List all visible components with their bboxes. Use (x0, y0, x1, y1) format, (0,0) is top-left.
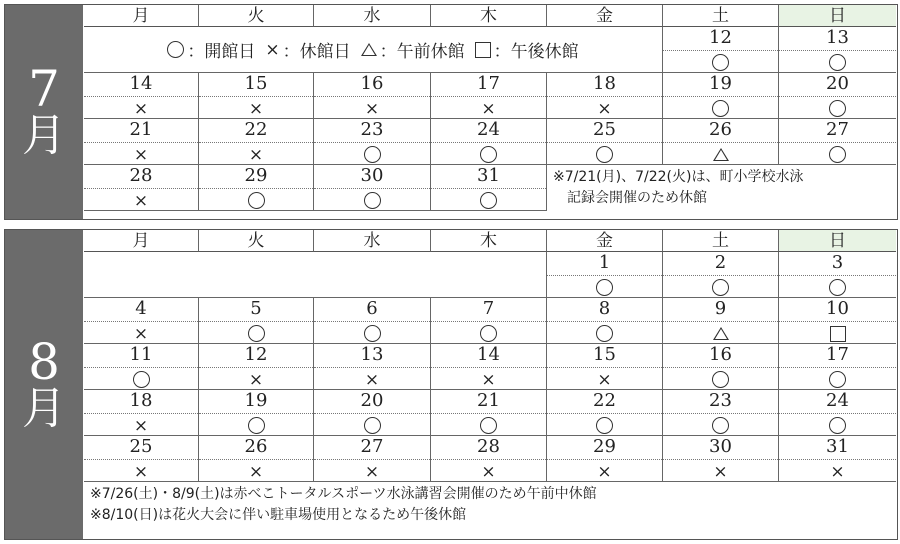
day-cell (199, 390, 314, 436)
cross-icon: × (364, 98, 380, 119)
day-number: 18 (547, 73, 662, 97)
day-status (84, 322, 198, 345)
day-cell (547, 119, 663, 165)
open-circle-icon (480, 192, 497, 209)
day-cell (779, 119, 896, 165)
day-status (779, 322, 896, 345)
cross-icon: × (248, 369, 264, 390)
day-number: 15 (199, 73, 313, 97)
day-cell (314, 436, 431, 482)
day-number: 31 (431, 165, 546, 189)
day-status (431, 368, 546, 391)
day-status (663, 97, 778, 120)
day-number: 11 (84, 344, 198, 368)
day-number: 16 (663, 344, 778, 368)
day-number: 2 (663, 252, 778, 276)
day-status (199, 97, 313, 120)
cross-icon: × (133, 190, 149, 211)
day-cell (314, 73, 431, 119)
day-cell (663, 119, 779, 165)
weekday-header: 日 (779, 5, 896, 27)
day-status (314, 143, 430, 166)
cross-icon: × (248, 98, 264, 119)
weekday-header: 金 (547, 230, 663, 252)
square-icon (830, 326, 846, 342)
day-number: 1 (547, 252, 662, 276)
day-number: 15 (547, 344, 662, 368)
day-status (779, 460, 896, 483)
cross-icon: × (248, 461, 264, 482)
legend-label: ：休館日 (282, 42, 351, 62)
open-circle-icon (829, 100, 846, 117)
cross-icon: × (364, 369, 380, 390)
day-status (84, 97, 198, 120)
day-status (663, 51, 778, 74)
cross-icon: × (133, 323, 149, 344)
day-cell (84, 298, 199, 344)
month-label-august (5, 230, 83, 539)
day-status (199, 322, 313, 345)
day-status (547, 322, 662, 345)
cross-icon: × (597, 461, 612, 482)
day-status (431, 143, 546, 166)
day-number: 12 (199, 344, 313, 368)
day-cell (779, 344, 896, 390)
open-circle-icon (596, 146, 613, 163)
cross-icon: × (133, 461, 149, 482)
open-circle-icon (364, 417, 381, 434)
footnotes (84, 482, 897, 528)
day-cell (663, 390, 779, 436)
open-circle-icon (596, 417, 613, 434)
footnote-line: ※7/26(土)・8/9(土)は赤べこトータルスポーツ水泳講習会開催のため午前中休館 (90, 486, 597, 502)
open-circle-icon (596, 279, 613, 296)
day-number: 19 (199, 390, 313, 414)
day-number: 13 (779, 27, 896, 51)
day-number: 14 (84, 73, 198, 97)
legend-item (475, 37, 579, 62)
day-status (779, 143, 896, 166)
cross-icon: × (133, 415, 149, 436)
day-cell (663, 252, 779, 298)
day-number: 5 (199, 298, 313, 322)
month-number: 7 (28, 60, 60, 118)
day-number: 25 (547, 119, 662, 143)
day-cell (431, 73, 547, 119)
open-circle-icon (248, 417, 265, 434)
day-cell (431, 119, 547, 165)
weekday-header: 火 (199, 5, 314, 27)
legend-label: ：午前休館 (379, 42, 465, 62)
day-cell (547, 298, 663, 344)
day-cell (84, 165, 199, 211)
day-status (314, 97, 430, 120)
day-cell (314, 298, 431, 344)
day-status (431, 97, 546, 120)
day-status (314, 189, 430, 212)
day-number: 8 (547, 298, 662, 322)
day-status (663, 368, 778, 391)
month-kanji: 月 (22, 110, 66, 161)
day-cell (431, 436, 547, 482)
day-number: 23 (314, 119, 430, 143)
triangle-icon (713, 327, 729, 340)
weekday-header: 火 (199, 230, 314, 252)
day-cell (663, 436, 779, 482)
day-cell (547, 436, 663, 482)
day-status (431, 414, 546, 437)
day-cell (431, 165, 547, 211)
day-cell (84, 390, 199, 436)
day-number: 12 (663, 27, 778, 51)
day-status (547, 368, 662, 391)
day-number: 27 (779, 119, 896, 143)
day-number: 17 (431, 73, 546, 97)
day-status (547, 97, 662, 120)
day-status (431, 189, 546, 212)
day-number: 30 (314, 165, 430, 189)
day-cell (431, 298, 547, 344)
day-number: 28 (84, 165, 198, 189)
day-number: 28 (431, 436, 546, 460)
note-line: 記録会開催のため休館 (567, 190, 707, 206)
day-cell (199, 298, 314, 344)
day-cell (84, 73, 199, 119)
day-status (547, 460, 662, 483)
open-circle-icon (712, 54, 729, 71)
open-circle-icon (596, 325, 613, 342)
footnote-line: ※8/10(日)は花火大会に伴い駐車場使用となるため午後休館 (90, 507, 467, 523)
triangle-icon (361, 43, 377, 56)
day-cell (199, 73, 314, 119)
day-cell (199, 344, 314, 390)
day-status (663, 276, 778, 299)
cross-icon: × (364, 461, 380, 482)
cross-icon: × (597, 98, 612, 119)
day-number: 20 (779, 73, 896, 97)
july-calendar (4, 4, 898, 220)
day-status (779, 97, 896, 120)
day-status (314, 322, 430, 345)
weekday-header: 水 (314, 230, 431, 252)
day-status (84, 189, 198, 212)
cross-icon: × (830, 461, 845, 482)
day-status (84, 143, 198, 166)
day-number: 4 (84, 298, 198, 322)
day-cell (84, 119, 199, 165)
legend-label: ：午後休館 (493, 42, 579, 62)
day-number: 7 (431, 298, 546, 322)
day-status (314, 414, 430, 437)
empty-cell (84, 252, 547, 298)
open-circle-icon (248, 325, 265, 342)
legend-item (361, 37, 465, 62)
open-circle-icon (480, 325, 497, 342)
day-status (199, 414, 313, 437)
open-circle-icon (712, 417, 729, 434)
day-number: 21 (431, 390, 546, 414)
open-circle-icon (364, 146, 381, 163)
day-number: 22 (199, 119, 313, 143)
weekday-header: 日 (779, 230, 896, 252)
day-status (431, 322, 546, 345)
day-status (199, 460, 313, 483)
day-cell (314, 165, 431, 211)
day-number: 20 (314, 390, 430, 414)
open-circle-icon (167, 41, 184, 58)
day-status (199, 189, 313, 212)
day-number: 21 (84, 119, 198, 143)
day-number: 17 (779, 344, 896, 368)
day-cell (547, 73, 663, 119)
month-number: 8 (28, 332, 60, 391)
day-number: 18 (84, 390, 198, 414)
cross-icon: × (133, 144, 149, 165)
day-cell (779, 298, 896, 344)
legend-item (167, 37, 255, 62)
day-number: 14 (431, 344, 546, 368)
day-number: 3 (779, 252, 896, 276)
day-number: 25 (84, 436, 198, 460)
day-cell (779, 436, 896, 482)
day-cell (314, 344, 431, 390)
day-status (663, 143, 778, 166)
day-cell (779, 73, 896, 119)
cross-icon: × (133, 98, 149, 119)
open-circle-icon (829, 146, 846, 163)
open-circle-icon (829, 371, 846, 388)
month-label-july (5, 5, 83, 219)
day-number: 22 (547, 390, 662, 414)
day-number: 9 (663, 298, 778, 322)
day-number: 29 (199, 165, 313, 189)
cross-icon: × (481, 369, 496, 390)
day-cell (199, 119, 314, 165)
day-cell (84, 344, 199, 390)
day-number: 13 (314, 344, 430, 368)
weekday-header: 土 (663, 230, 779, 252)
day-number: 6 (314, 298, 430, 322)
open-circle-icon (364, 325, 381, 342)
cross-icon: × (248, 144, 264, 165)
month-kanji: 月 (22, 382, 66, 434)
open-circle-icon (712, 279, 729, 296)
day-number: 31 (779, 436, 896, 460)
weekday-header: 木 (431, 230, 547, 252)
day-number: 30 (663, 436, 778, 460)
day-number: 29 (547, 436, 662, 460)
day-status (199, 368, 313, 391)
day-status (779, 276, 896, 299)
day-number: 23 (663, 390, 778, 414)
open-circle-icon (480, 146, 497, 163)
weekday-header: 月 (84, 5, 199, 27)
day-status (779, 414, 896, 437)
cross-icon: × (597, 369, 612, 390)
day-cell (431, 390, 547, 436)
day-status (547, 143, 662, 166)
day-cell (663, 27, 779, 73)
weekday-header: 金 (547, 5, 663, 27)
day-cell (199, 436, 314, 482)
day-number: 19 (663, 73, 778, 97)
cross-icon: × (481, 461, 496, 482)
day-cell (84, 436, 199, 482)
open-circle-icon (480, 417, 497, 434)
day-status (199, 143, 313, 166)
day-status (84, 368, 198, 391)
day-cell (314, 119, 431, 165)
day-status (663, 414, 778, 437)
day-cell (547, 252, 663, 298)
day-cell (779, 252, 896, 298)
note-line: ※7/21(月)、7/22(火)は、町小学校水泳 (553, 169, 804, 185)
closure-note (547, 165, 896, 211)
day-status (84, 414, 198, 437)
day-status (663, 322, 778, 345)
open-circle-icon (364, 192, 381, 209)
day-cell (779, 390, 896, 436)
day-number: 10 (779, 298, 896, 322)
day-status (84, 460, 198, 483)
day-number: 26 (199, 436, 313, 460)
august-calendar (4, 229, 898, 540)
day-number: 24 (779, 390, 896, 414)
legend-label: ：開館日 (187, 42, 256, 62)
day-status (779, 51, 896, 74)
open-circle-icon (712, 100, 729, 117)
cross-icon: × (713, 461, 728, 482)
triangle-icon (713, 148, 729, 161)
day-status (547, 276, 662, 299)
day-status (314, 368, 430, 391)
day-cell (663, 73, 779, 119)
day-cell (547, 344, 663, 390)
day-cell (663, 298, 779, 344)
weekday-header: 木 (431, 5, 547, 27)
day-status (779, 368, 896, 391)
day-cell (663, 344, 779, 390)
day-number: 26 (663, 119, 778, 143)
day-cell (779, 27, 896, 73)
square-icon (475, 42, 491, 58)
day-cell (547, 390, 663, 436)
weekday-header: 月 (84, 230, 199, 252)
cross-icon: × (481, 98, 496, 119)
august-grid (84, 230, 897, 539)
day-number: 27 (314, 436, 430, 460)
open-circle-icon (829, 279, 846, 296)
open-circle-icon (829, 54, 846, 71)
legend-item (265, 37, 350, 62)
day-status (663, 460, 778, 483)
day-cell (431, 344, 547, 390)
day-number: 16 (314, 73, 430, 97)
day-cell (314, 390, 431, 436)
weekday-header: 土 (663, 5, 779, 27)
weekday-header: 水 (314, 5, 431, 27)
open-circle-icon (133, 371, 150, 388)
july-grid (84, 5, 897, 219)
open-circle-icon (829, 417, 846, 434)
day-status (314, 460, 430, 483)
day-status (547, 414, 662, 437)
open-circle-icon (248, 192, 265, 209)
legend (84, 27, 663, 73)
day-number: 24 (431, 119, 546, 143)
day-status (431, 460, 546, 483)
day-cell (199, 165, 314, 211)
open-circle-icon (712, 371, 729, 388)
cross-icon: × (265, 39, 280, 60)
